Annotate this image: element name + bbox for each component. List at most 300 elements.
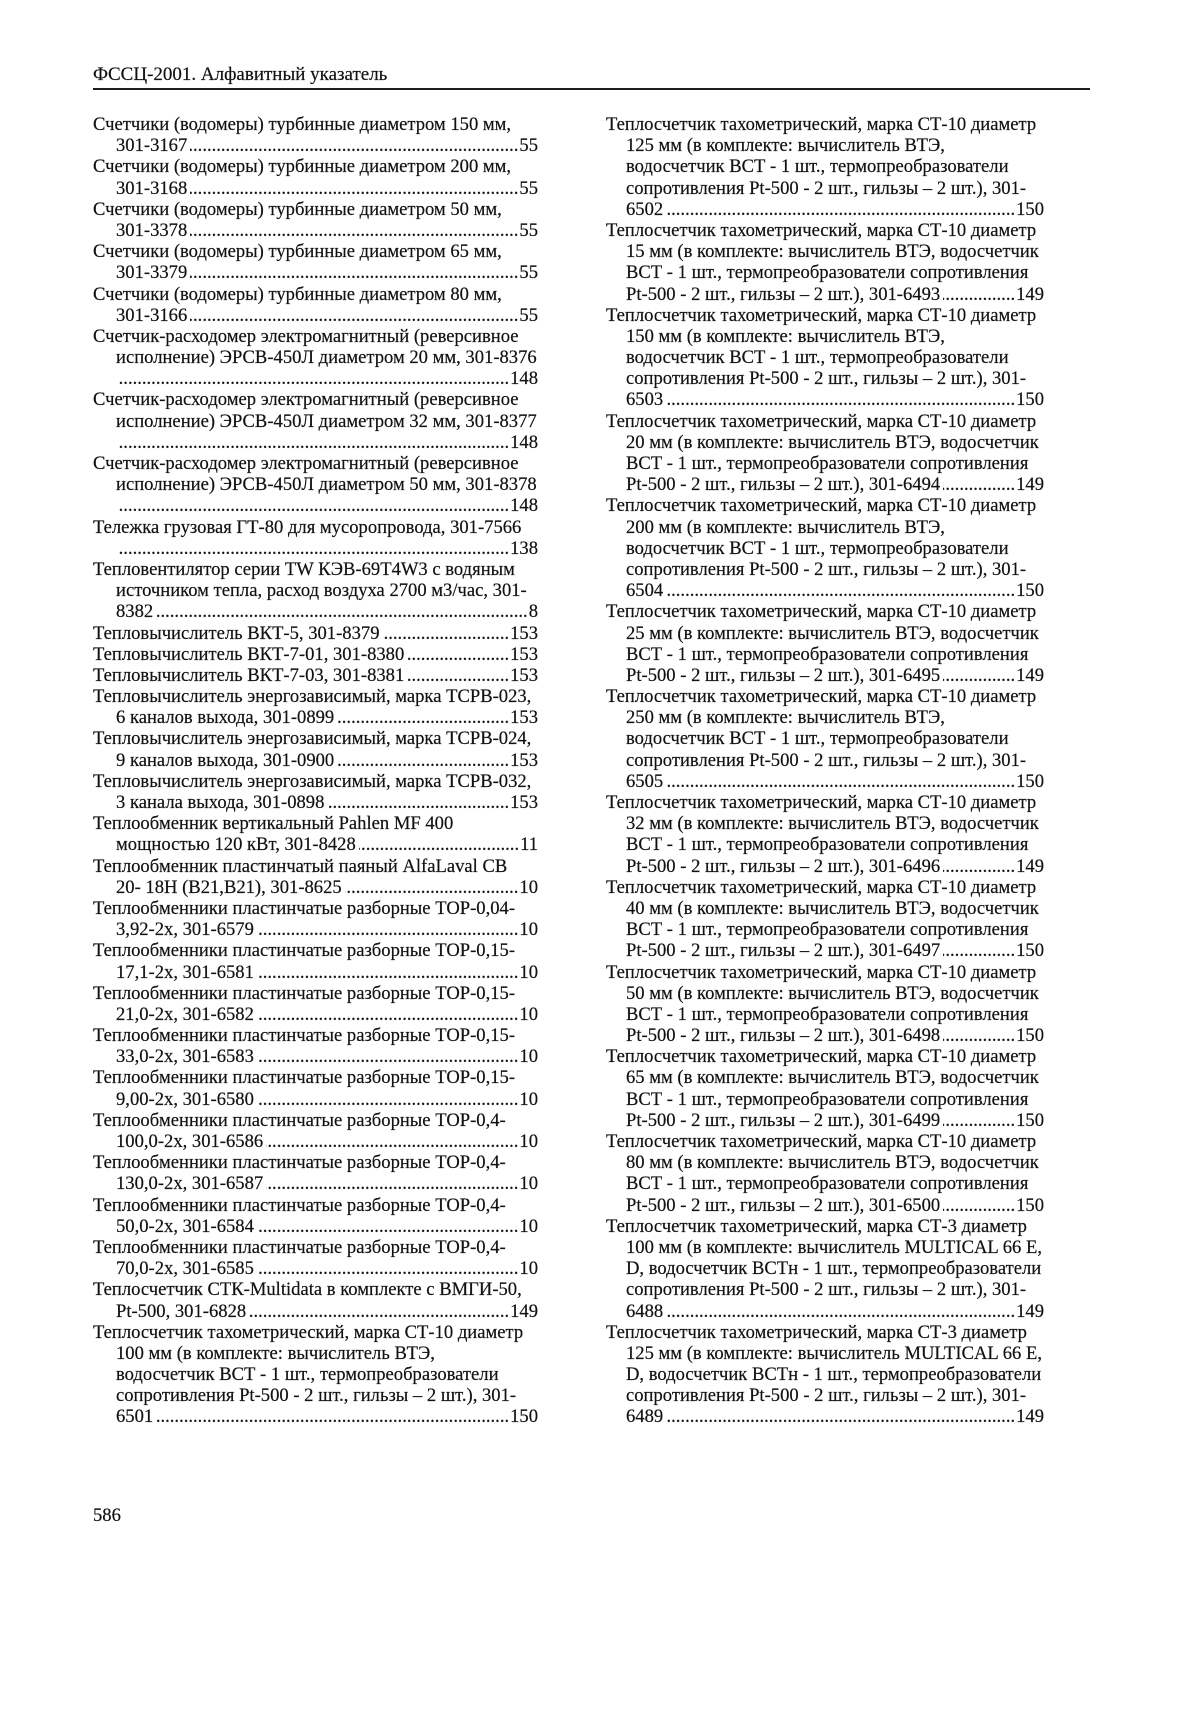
- index-entry-line: [606, 665, 1044, 686]
- running-header-title: ФССЦ-2001. Алфавитный указатель: [93, 64, 388, 85]
- index-entry-text: Теплосчетчик тахометрический, марка СТ-10 диаметр: [606, 1131, 1037, 1152]
- index-entry-text: 6501: [116, 1406, 154, 1428]
- dot-leader: [943, 474, 1015, 495]
- index-entry-line: [606, 411, 1044, 432]
- index-entry-page-ref: 149: [1016, 855, 1044, 877]
- index-entry: [606, 877, 1044, 962]
- index-entry-page-ref: 10: [519, 1003, 538, 1025]
- index-entry-text: 50,0-2х, 301-6584: [116, 1215, 254, 1237]
- index-entry-line: [93, 919, 538, 940]
- index-entry-line: [93, 517, 538, 538]
- index-entry: [93, 813, 538, 855]
- index-entry-line: [606, 495, 1044, 516]
- index-entry-page-ref: 150: [1016, 1109, 1044, 1131]
- index-entry-page-ref: 150: [1016, 1194, 1044, 1216]
- dot-leader: [666, 389, 1015, 410]
- index-entry-line: [93, 1301, 538, 1322]
- index-entry-line: [93, 1364, 538, 1385]
- index-entry-line: [606, 368, 1044, 389]
- index-entry-text: Тепловычислитель ВКТ-7-01, 301-8380: [93, 643, 405, 665]
- index-entry-text: 6488: [626, 1300, 664, 1322]
- index-entry: [93, 517, 538, 559]
- index-entry: [606, 1131, 1044, 1216]
- index-entry-text: сопротивления Pt-500 - 2 шт., гильзы – 2 шт.), 301-: [116, 1385, 517, 1407]
- index-entry-line: [606, 1301, 1044, 1322]
- index-entry-text: Теплосчетчик тахометрический, марка СТ-10 диаметр: [606, 686, 1037, 708]
- index-entry-line: [93, 771, 538, 792]
- index-entry-page-ref: 150: [1016, 580, 1044, 602]
- index-entry-text: 6504: [626, 580, 664, 602]
- index-entry-text: Теплообменники пластинчатые разборные ТОР-0,15-: [93, 982, 516, 1004]
- index-entry-text: D, водосчетчик ВСТн - 1 шт., термопреобразователи: [626, 1364, 1042, 1386]
- dot-leader: [666, 199, 1015, 220]
- index-entry-text: Теплообменники пластинчатые разборные ТОР-0,04-: [93, 897, 516, 919]
- index-entry-page-ref: 148: [510, 368, 538, 390]
- index-entry-text: Тележка грузовая ГТ-80 для мусоропровода, 301-7566: [93, 516, 522, 538]
- index-entry-text: ВСТ - 1 шт., термопреобразователи сопротивления: [626, 262, 1029, 284]
- index-entry-text: 100 мм (в комплекте: вычислитель MULTICAL 66 E,: [626, 1236, 1042, 1258]
- index-entry-line: [606, 856, 1044, 877]
- index-entry-line: [93, 877, 538, 898]
- index-entry-text: 9 каналов выхода, 301-0900: [116, 749, 335, 771]
- index-entry-line: [606, 707, 1044, 728]
- index-entry-text: Pt-500 - 2 шт., гильзы – 2 шт.), 301-6500: [626, 1194, 941, 1216]
- index-entry: [606, 411, 1044, 496]
- index-entry-line: [93, 178, 538, 199]
- index-entry-line: [606, 262, 1044, 283]
- index-entry-text: 21,0-2х, 301-6582: [116, 1003, 254, 1025]
- dot-leader: [666, 580, 1015, 601]
- index-entry-line: [606, 1067, 1044, 1088]
- dot-leader: [407, 644, 509, 665]
- index-entry-line: [93, 665, 538, 686]
- index-entry-line: [93, 792, 538, 813]
- index-entry-text: Счетчик-расходомер электромагнитный (реверсивное: [93, 389, 519, 411]
- index-entry-text: ВСТ - 1 шт., термопреобразователи сопротивления: [626, 1173, 1029, 1195]
- index-entry-text: Теплообменники пластинчатые разборные ТОР-0,4-: [93, 1236, 506, 1258]
- index-entry-line: [606, 241, 1044, 262]
- index-entry-page-ref: 10: [519, 1258, 538, 1280]
- index-entry: [93, 686, 538, 728]
- index-entry-text: 130,0-2х, 301-6587: [116, 1173, 264, 1195]
- index-entry-line: [606, 326, 1044, 347]
- index-entry-page-ref: 8: [528, 601, 538, 623]
- index-entry: [93, 1237, 538, 1279]
- index-entry-text: Теплосчетчик тахометрический, марка СТ-10 диаметр: [606, 601, 1037, 623]
- index-entry-text: 33,0-2х, 301-6583: [116, 1046, 254, 1068]
- index-entry-line: [93, 1004, 538, 1025]
- dot-leader: [257, 1046, 519, 1067]
- index-entry-text: Тепловентилятор серии TW КЭВ-69Т4W3 с водяным: [93, 558, 515, 580]
- dot-leader: [943, 1110, 1015, 1131]
- index-entry: [606, 792, 1044, 877]
- dot-leader: [249, 1301, 509, 1322]
- index-column-left: [93, 114, 538, 1428]
- index-entry-line: [93, 1258, 538, 1279]
- index-entry-text: 100 мм (в комплекте: вычислитель ВТЭ,: [116, 1342, 435, 1364]
- index-column-right: [606, 114, 1044, 1428]
- index-entry-text: ВСТ - 1 шт., термопреобразователи сопротивления: [626, 919, 1029, 941]
- dot-leader: [383, 623, 510, 644]
- index-entry-text: источником тепла, расход воздуха 2700 м3/час, 301-: [116, 580, 527, 602]
- index-entry-page-ref: 153: [510, 749, 538, 771]
- dot-leader: [190, 178, 518, 199]
- index-entry-line: [606, 792, 1044, 813]
- dot-leader: [943, 940, 1015, 961]
- index-entry-text: 6505: [626, 770, 664, 792]
- index-entry-text: Pt-500 - 2 шт., гильзы – 2 шт.), 301-6494: [626, 474, 941, 496]
- index-entry-text: 3 канала выхода, 301-0898: [116, 792, 325, 813]
- index-entry-text: Счетчики (водомеры) турбинные диаметром 150 мм,: [93, 114, 512, 135]
- dot-leader: [257, 1089, 519, 1110]
- index-entry-line: [93, 389, 538, 410]
- index-entry: [606, 305, 1044, 411]
- index-entry-text: 250 мм (в комплекте: вычислитель ВТЭ,: [626, 707, 945, 729]
- index-entry-text: 25 мм (в комплекте: вычислитель ВТЭ, водосчетчик: [626, 622, 1039, 644]
- index-entry-text: Счетчики (водомеры) турбинные диаметром 80 мм,: [93, 283, 502, 305]
- index-entry-text: ВСТ - 1 шт., термопреобразователи сопротивления: [626, 1088, 1029, 1110]
- index-entry-text: 200 мм (в комплекте: вычислитель ВТЭ,: [626, 516, 945, 538]
- index-entry-text: Теплосчетчик тахометрический, марка СТ-10 диаметр: [606, 792, 1037, 813]
- index-entry-page-ref: 150: [510, 1406, 538, 1428]
- dot-leader: [266, 1131, 518, 1152]
- index-entry-text: Теплообменники пластинчатые разборные ТОР-0,15-: [93, 1025, 516, 1047]
- index-entry: [93, 983, 538, 1025]
- index-entry-line: [606, 1406, 1044, 1427]
- index-entry-line: [93, 1025, 538, 1046]
- index-entry: [606, 220, 1044, 305]
- index-entry: [93, 1067, 538, 1109]
- index-entry: [93, 389, 538, 453]
- dot-leader: [337, 707, 509, 728]
- index-entry-text: Теплообменники пластинчатые разборные ТОР-0,15-: [93, 1067, 516, 1089]
- index-entry-text: сопротивления Pt-500 - 2 шт., гильзы – 2 шт.), 301-: [626, 1385, 1027, 1407]
- index-entry-text: Тепловычислитель энергозависимый, марка ТСРВ-023,: [93, 686, 532, 708]
- index-entry-line: [606, 389, 1044, 410]
- index-entry-line: [606, 135, 1044, 156]
- index-entry-line: [606, 771, 1044, 792]
- index-entry-line: [606, 750, 1044, 771]
- index-entry-line: [93, 1195, 538, 1216]
- index-entry-line: [606, 1216, 1044, 1237]
- index-entry-text: Тепловычислитель ВКТ-5, 301-8379: [93, 622, 380, 644]
- index-entry-text: Теплосчетчик тахометрический, марка СТ-10 диаметр: [606, 961, 1037, 983]
- index-entry-line: [93, 1385, 538, 1406]
- index-entry-page-ref: 11: [520, 834, 538, 856]
- index-entry-text: 150 мм (в комплекте: вычислитель ВТЭ,: [626, 325, 945, 347]
- index-entry-line: [93, 262, 538, 283]
- index-entry-text: исполнение) ЭРСВ-450Л диаметром 20 мм, 301-8376: [116, 347, 537, 369]
- index-entry-text: 80 мм (в комплекте: вычислитель ВТЭ, водосчетчик: [626, 1152, 1039, 1174]
- dot-leader: [666, 1301, 1015, 1322]
- index-entry-text: 32 мм (в комплекте: вычислитель ВТЭ, водосчетчик: [626, 813, 1039, 835]
- index-entry-line: [606, 559, 1044, 580]
- index-entry-text: 301-3168: [116, 177, 188, 199]
- index-entry-line: [93, 453, 538, 474]
- index-entry-line: [93, 686, 538, 707]
- index-entry-text: Теплосчетчик тахометрический, марка СТ-10 диаметр: [93, 1321, 524, 1343]
- index-entry-line: [606, 834, 1044, 855]
- index-entry-page-ref: 150: [1016, 198, 1044, 220]
- index-entry-text: сопротивления Pt-500 - 2 шт., гильзы – 2 шт.), 301-: [626, 1279, 1027, 1301]
- index-entry-page-ref: 150: [1016, 770, 1044, 792]
- index-entry: [606, 962, 1044, 1047]
- index-entry-text: сопротивления Pt-500 - 2 шт., гильзы – 2 шт.), 301-: [626, 558, 1027, 580]
- index-entry: [93, 284, 538, 326]
- index-entry-line: [606, 898, 1044, 919]
- index-entry-text: Теплосчетчик тахометрический, марка СТ-10 диаметр: [606, 1046, 1037, 1068]
- index-entry-page-ref: 149: [1016, 1300, 1044, 1322]
- index-entry-line: [93, 474, 538, 495]
- dot-leader: [119, 495, 509, 516]
- index-entry-text: 50 мм (в комплекте: вычислитель ВТЭ, водосчетчик: [626, 982, 1039, 1004]
- index-entry-page-ref: 149: [1016, 474, 1044, 496]
- dot-leader: [257, 1258, 519, 1279]
- index-entry: [606, 1322, 1044, 1428]
- index-entry-line: [93, 347, 538, 368]
- index-entry-text: Счетчики (водомеры) турбинные диаметром 200 мм,: [93, 156, 512, 178]
- index-entry-text: Pt-500 - 2 шт., гильзы – 2 шт.), 301-6499: [626, 1109, 941, 1131]
- index-entry-text: Pt-500 - 2 шт., гильзы – 2 шт.), 301-6495: [626, 664, 941, 686]
- index-entry: [606, 495, 1044, 601]
- index-entry-line: [606, 347, 1044, 368]
- index-entry-text: Теплосчетчик тахометрический, марка СТ-10 диаметр: [606, 876, 1037, 898]
- index-entry: [93, 114, 538, 156]
- index-entry-line: [606, 686, 1044, 707]
- index-entry-line: [606, 538, 1044, 559]
- index-entry-page-ref: 10: [519, 1173, 538, 1195]
- index-entry-line: [606, 1131, 1044, 1152]
- index-entry-text: 65 мм (в комплекте: вычислитель ВТЭ, водосчетчик: [626, 1067, 1039, 1089]
- index-entry-line: [606, 432, 1044, 453]
- index-entry-line: [93, 495, 538, 516]
- index-entry-page-ref: 149: [1016, 283, 1044, 305]
- index-entry-line: [93, 432, 538, 453]
- dot-leader: [190, 262, 518, 283]
- index-entry-line: [606, 1385, 1044, 1406]
- index-entry-text: Счетчик-расходомер электромагнитный (реверсивное: [93, 453, 519, 474]
- index-entry-line: [606, 1004, 1044, 1025]
- dot-leader: [119, 538, 509, 559]
- index-entry-line: [606, 1237, 1044, 1258]
- index-entry-page-ref: 148: [510, 431, 538, 453]
- index-entry-line: [606, 983, 1044, 1004]
- index-entry-line: [93, 1343, 538, 1364]
- index-entry-line: [606, 1364, 1044, 1385]
- dot-leader: [190, 305, 518, 326]
- index-entry-line: [93, 1322, 538, 1343]
- index-entry-line: [606, 580, 1044, 601]
- index-entry-line: [93, 750, 538, 771]
- index-entry-line: [606, 1110, 1044, 1131]
- index-entry-page-ref: 10: [519, 1131, 538, 1152]
- index-entry-text: 40 мм (в комплекте: вычислитель ВТЭ, водосчетчик: [626, 897, 1039, 919]
- index-entry: [93, 1025, 538, 1067]
- index-entry-line: [93, 241, 538, 262]
- index-entry: [93, 665, 538, 686]
- index-entry-text: 3,92-2х, 301-6579: [116, 919, 254, 941]
- index-entry: [93, 199, 538, 241]
- index-entry-line: [606, 220, 1044, 241]
- index-entry-text: 9,00-2х, 301-6580: [116, 1088, 254, 1110]
- index-entry: [93, 728, 538, 770]
- index-entry-page-ref: 138: [510, 537, 538, 559]
- index-entry-page-ref: 55: [519, 262, 538, 284]
- index-entry: [606, 1216, 1044, 1322]
- index-entry-text: водосчетчик ВСТ - 1 шт., термопреобразователи: [626, 537, 1009, 559]
- index-entry-line: [93, 1067, 538, 1088]
- index-entry-line: [606, 114, 1044, 135]
- index-entry: [93, 156, 538, 198]
- index-entry-page-ref: 10: [519, 876, 538, 898]
- index-entry-page-ref: 153: [510, 622, 538, 644]
- index-entry-text: ВСТ - 1 шт., термопреобразователи сопротивления: [626, 453, 1029, 474]
- index-entry-line: [93, 644, 538, 665]
- index-entry-text: Теплообменник вертикальный Pahlen MF 400: [93, 813, 454, 835]
- index-entry-line: [93, 1046, 538, 1067]
- index-entry-text: Pt-500 - 2 шт., гильзы – 2 шт.), 301-6496: [626, 855, 941, 877]
- index-entry-page-ref: 150: [1016, 1025, 1044, 1047]
- index-entry-line: [606, 813, 1044, 834]
- index-entry-text: 6503: [626, 389, 664, 411]
- index-entry-page-ref: 55: [519, 219, 538, 241]
- index-entry-page-ref: 149: [1016, 664, 1044, 686]
- index-entry: [93, 623, 538, 644]
- index-entry: [93, 771, 538, 813]
- index-entry-text: водосчетчик ВСТ - 1 шт., термопреобразователи: [116, 1364, 499, 1386]
- index-entry-page-ref: 149: [510, 1300, 538, 1322]
- dot-leader: [943, 1025, 1015, 1046]
- index-entry-text: Теплообменники пластинчатые разборные ТОР-0,15-: [93, 940, 516, 962]
- dot-leader: [943, 665, 1015, 686]
- index-entry-text: сопротивления Pt-500 - 2 шт., гильзы – 2 шт.), 301-: [626, 177, 1027, 199]
- index-entry: [93, 1279, 538, 1321]
- index-entry-line: [606, 178, 1044, 199]
- dot-leader: [156, 601, 528, 622]
- index-entry-text: Теплосчетчик тахометрический, марка СТ-3 диаметр: [606, 1215, 1027, 1237]
- header-rule: [93, 88, 1090, 90]
- index-entry-text: ВСТ - 1 шт., термопреобразователи сопротивления: [626, 643, 1029, 665]
- dot-leader: [266, 1173, 518, 1194]
- index-entry-line: [606, 877, 1044, 898]
- dot-leader: [943, 284, 1015, 305]
- index-entry-text: Теплосчетчик тахометрический, марка СТ-10 диаметр: [606, 410, 1037, 432]
- index-entry-page-ref: 150: [1016, 389, 1044, 411]
- index-entry-line: [93, 580, 538, 601]
- index-entry-line: [93, 156, 538, 177]
- index-entry-line: [606, 1089, 1044, 1110]
- index-entry-text: 15 мм (в комплекте: вычислитель ВТЭ, водосчетчик: [626, 241, 1039, 263]
- index-entry-line: [93, 707, 538, 728]
- index-entry-text: Тепловычислитель энергозависимый, марка ТСРВ-032,: [93, 770, 532, 792]
- index-entry: [93, 644, 538, 665]
- index-entry-page-ref: 153: [510, 664, 538, 686]
- index-entry-line: [93, 220, 538, 241]
- index-entry-line: [606, 305, 1044, 326]
- index-entry-line: [93, 1279, 538, 1300]
- index-entry-line: [606, 1173, 1044, 1194]
- index-entry-line: [606, 1025, 1044, 1046]
- index-entry-line: [606, 1279, 1044, 1300]
- dot-leader: [257, 919, 519, 940]
- index-entry-text: 301-3378: [116, 219, 188, 241]
- dot-leader: [156, 1406, 509, 1427]
- index-entry-text: ВСТ - 1 шт., термопреобразователи сопротивления: [626, 834, 1029, 856]
- index-entry-text: Счетчики (водомеры) турбинные диаметром 65 мм,: [93, 241, 502, 263]
- index-entry-text: Pt-500 - 2 шт., гильзы – 2 шт.), 301-6498: [626, 1025, 941, 1047]
- index-entry: [93, 1195, 538, 1237]
- index-entry-text: Pt-500, 301-6828: [116, 1300, 247, 1322]
- index-entry-text: 70,0-2х, 301-6585: [116, 1258, 254, 1280]
- dot-leader: [943, 1195, 1015, 1216]
- index-entry-line: [606, 453, 1044, 474]
- index-entry-page-ref: 55: [519, 304, 538, 326]
- index-entry-text: сопротивления Pt-500 - 2 шт., гильзы – 2 шт.), 301-: [626, 368, 1027, 390]
- index-entry-line: [606, 1195, 1044, 1216]
- dot-leader: [943, 856, 1015, 877]
- index-entry-page-ref: 10: [519, 1215, 538, 1237]
- index-entry-page-ref: 149: [1016, 1406, 1044, 1428]
- dot-leader: [257, 962, 519, 983]
- index-entry-line: [93, 368, 538, 389]
- dot-leader: [190, 135, 518, 156]
- index-entry-line: [93, 1406, 538, 1427]
- index-entry-line: [606, 601, 1044, 622]
- index-entry-line: [93, 199, 538, 220]
- index-entry-line: [93, 983, 538, 1004]
- dot-leader: [666, 1406, 1015, 1427]
- index-entry-text: ВСТ - 1 шт., термопреобразователи сопротивления: [626, 1003, 1029, 1025]
- index-entry-text: 6 каналов выхода, 301-0899: [116, 707, 335, 729]
- index-entry-line: [93, 856, 538, 877]
- index-entry-page-ref: 153: [510, 707, 538, 729]
- index-entry-line: [606, 962, 1044, 983]
- index-entry-line: [606, 1343, 1044, 1364]
- dot-leader: [257, 1216, 519, 1237]
- index-entry-text: мощностью 120 кВт, 301-8428: [116, 834, 356, 856]
- index-entry-text: D, водосчетчик ВСТн - 1 шт., термопреобразователи: [626, 1258, 1042, 1280]
- index-entry-line: [606, 156, 1044, 177]
- index-entry-text: Теплообменники пластинчатые разборные ТОР-0,4-: [93, 1152, 506, 1174]
- index-entry-line: [606, 199, 1044, 220]
- index-entry-line: [606, 728, 1044, 749]
- index-entry: [93, 898, 538, 940]
- dot-leader: [337, 750, 509, 771]
- index-entry: [93, 1110, 538, 1152]
- index-entry-line: [93, 1110, 538, 1131]
- index-entry-text: 301-3166: [116, 304, 188, 326]
- index-entry-page-ref: 148: [510, 495, 538, 517]
- index-entry-text: Теплосчетчик тахометрический, марка СТ-10 диаметр: [606, 219, 1037, 241]
- index-entry-line: [606, 1258, 1044, 1279]
- dot-leader: [119, 368, 509, 389]
- index-entry-text: 20- 18H (B21,B21), 301-8625: [116, 876, 342, 898]
- index-entry-page-ref: 10: [519, 1088, 538, 1110]
- index-entry-line: [93, 114, 538, 135]
- index-entry-line: [93, 326, 538, 347]
- index-entry: [93, 940, 538, 982]
- index-entry-text: 20 мм (в комплекте: вычислитель ВТЭ, водосчетчик: [626, 431, 1039, 453]
- index-entry-line: [606, 1046, 1044, 1067]
- index-entry-page-ref: 150: [1016, 940, 1044, 962]
- index-entry-text: сопротивления Pt-500 - 2 шт., гильзы – 2 шт.), 301-: [626, 749, 1027, 771]
- index-entry: [606, 1046, 1044, 1131]
- index-entry: [93, 241, 538, 283]
- index-entry-line: [93, 813, 538, 834]
- index-entry-line: [93, 1173, 538, 1194]
- index-entry-page-ref: 10: [519, 919, 538, 941]
- index-entry-text: водосчетчик ВСТ - 1 шт., термопреобразователи: [626, 347, 1009, 369]
